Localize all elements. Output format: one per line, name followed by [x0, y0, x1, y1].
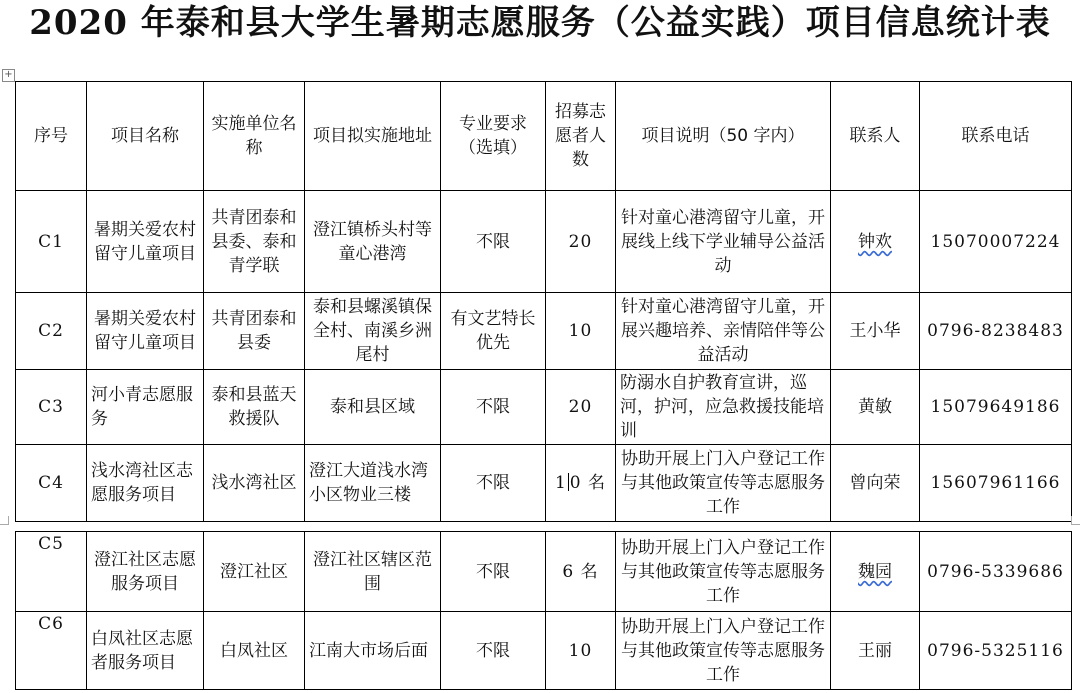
header-seq: 序号: [16, 82, 87, 191]
cell-seq[interactable]: C5: [16, 532, 87, 612]
cell-phone[interactable]: 0796-5339686: [920, 532, 1072, 612]
cell-address[interactable]: 澄江镇桥头村等童心港湾: [305, 191, 441, 293]
cell-count[interactable]: 20: [546, 370, 616, 445]
cell-phone[interactable]: 15607961166: [920, 445, 1072, 522]
cell-desc[interactable]: 防溺水自护教育宣讲，巡河，护河，应急救援技能培训: [616, 370, 831, 445]
page-corner-mark: [1071, 516, 1080, 525]
cell-count[interactable]: 20: [546, 191, 616, 293]
cell-phone[interactable]: 0796-8238483: [920, 293, 1072, 370]
cell-desc[interactable]: 协助开展上门入户登记工作与其他政策宣传等志愿服务工作: [616, 445, 831, 522]
project-table: [15, 81, 1072, 690]
cell-contact[interactable]: 黄敏: [831, 370, 920, 445]
cell-unit[interactable]: 浅水湾社区: [204, 445, 305, 522]
page-corner-mark: [0, 516, 9, 525]
cell-name[interactable]: 浅水湾社区志愿服务项目: [87, 445, 204, 522]
header-desc: 项目说明（50 字内）: [616, 82, 831, 191]
cell-requirement[interactable]: 不限: [441, 532, 546, 612]
cell-requirement[interactable]: 不限: [441, 191, 546, 293]
text-cursor: [568, 473, 569, 491]
table-row: [16, 370, 1072, 445]
cell-count[interactable]: 6 名: [546, 532, 616, 612]
table-row: [16, 445, 1072, 522]
cell-contact[interactable]: [831, 191, 920, 293]
page-break-gap: [16, 522, 1072, 532]
table-move-handle-icon[interactable]: +: [2, 69, 15, 82]
cell-seq[interactable]: C2: [16, 293, 87, 370]
header-phone: 联系电话: [920, 82, 1072, 191]
cell-phone[interactable]: 0796-5325116: [920, 612, 1072, 690]
cell-count[interactable]: 10: [546, 293, 616, 370]
cell-address[interactable]: 澄江社区辖区范围: [305, 532, 441, 612]
table-row: [16, 293, 1072, 370]
header-requirement: 专业要求（选填）: [441, 82, 546, 191]
header-count: 招募志愿者人数: [546, 82, 616, 191]
cell-name[interactable]: 河小青志愿服务: [87, 370, 204, 445]
cell-seq[interactable]: C1: [16, 191, 87, 293]
cell-count[interactable]: 10: [546, 612, 616, 690]
table-row: [16, 191, 1072, 293]
header-unit: 实施单位名称: [204, 82, 305, 191]
cell-name[interactable]: 白凤社区志愿者服务项目: [87, 612, 204, 690]
contact-name: 钟欢: [858, 231, 892, 252]
cell-address[interactable]: 江南大市场后面: [305, 612, 441, 690]
table-row: [16, 612, 1072, 690]
header-row: [16, 82, 1072, 191]
cell-unit[interactable]: 共青团泰和县委: [204, 293, 305, 370]
cell-seq[interactable]: C4: [16, 445, 87, 522]
table-row: [16, 532, 1072, 612]
cell-requirement[interactable]: 不限: [441, 370, 546, 445]
cell-phone[interactable]: 15079649186: [920, 370, 1072, 445]
cell-count[interactable]: [546, 445, 616, 522]
cell-requirement[interactable]: 不限: [441, 612, 546, 690]
count-part-b: 0 名: [569, 473, 607, 493]
cell-desc[interactable]: 协助开展上门入户登记工作与其他政策宣传等志愿服务工作: [616, 612, 831, 690]
header-contact: 联系人: [831, 82, 920, 191]
cell-desc[interactable]: 针对童心港湾留守儿童，开展兴趣培养、亲情陪伴等公益活动: [616, 293, 831, 370]
cell-unit[interactable]: 白凤社区: [204, 612, 305, 690]
cell-requirement[interactable]: 有文艺特长优先: [441, 293, 546, 370]
cell-name[interactable]: 澄江社区志愿服务项目: [87, 532, 204, 612]
cell-name[interactable]: 暑期关爱农村留守儿童项目: [87, 191, 204, 293]
cell-address[interactable]: 澄江大道浅水湾小区物业三楼: [305, 445, 441, 522]
cell-contact[interactable]: 王丽: [831, 612, 920, 690]
cell-desc[interactable]: 针对童心港湾留守儿童，开展线上线下学业辅导公益活动: [616, 191, 831, 293]
cell-name[interactable]: 暑期关爱农村留守儿童项目: [87, 293, 204, 370]
cell-requirement[interactable]: 不限: [441, 445, 546, 522]
cell-unit[interactable]: 澄江社区: [204, 532, 305, 612]
cell-contact[interactable]: 王小华: [831, 293, 920, 370]
header-address: 项目拟实施地址: [305, 82, 441, 191]
count-part-a: 1: [554, 473, 567, 493]
cell-unit[interactable]: 共青团泰和县委、泰和青学联: [204, 191, 305, 293]
document-title: 2020 年泰和县大学生暑期志愿服务（公益实践）项目信息统计表: [29, 3, 1051, 43]
contact-name: 魏园: [858, 561, 892, 582]
cell-address[interactable]: 泰和县区域: [305, 370, 441, 445]
cell-seq[interactable]: C3: [16, 370, 87, 445]
header-name: 项目名称: [87, 82, 204, 191]
cell-contact[interactable]: [831, 532, 920, 612]
cell-desc[interactable]: 协助开展上门入户登记工作与其他政策宣传等志愿服务工作: [616, 532, 831, 612]
cell-seq[interactable]: C6: [16, 612, 87, 690]
cell-contact[interactable]: 曾向荣: [831, 445, 920, 522]
cell-address[interactable]: 泰和县螺溪镇保全村、南溪乡洲尾村: [305, 293, 441, 370]
cell-phone[interactable]: 15070007224: [920, 191, 1072, 293]
cell-unit[interactable]: 泰和县蓝天救援队: [204, 370, 305, 445]
